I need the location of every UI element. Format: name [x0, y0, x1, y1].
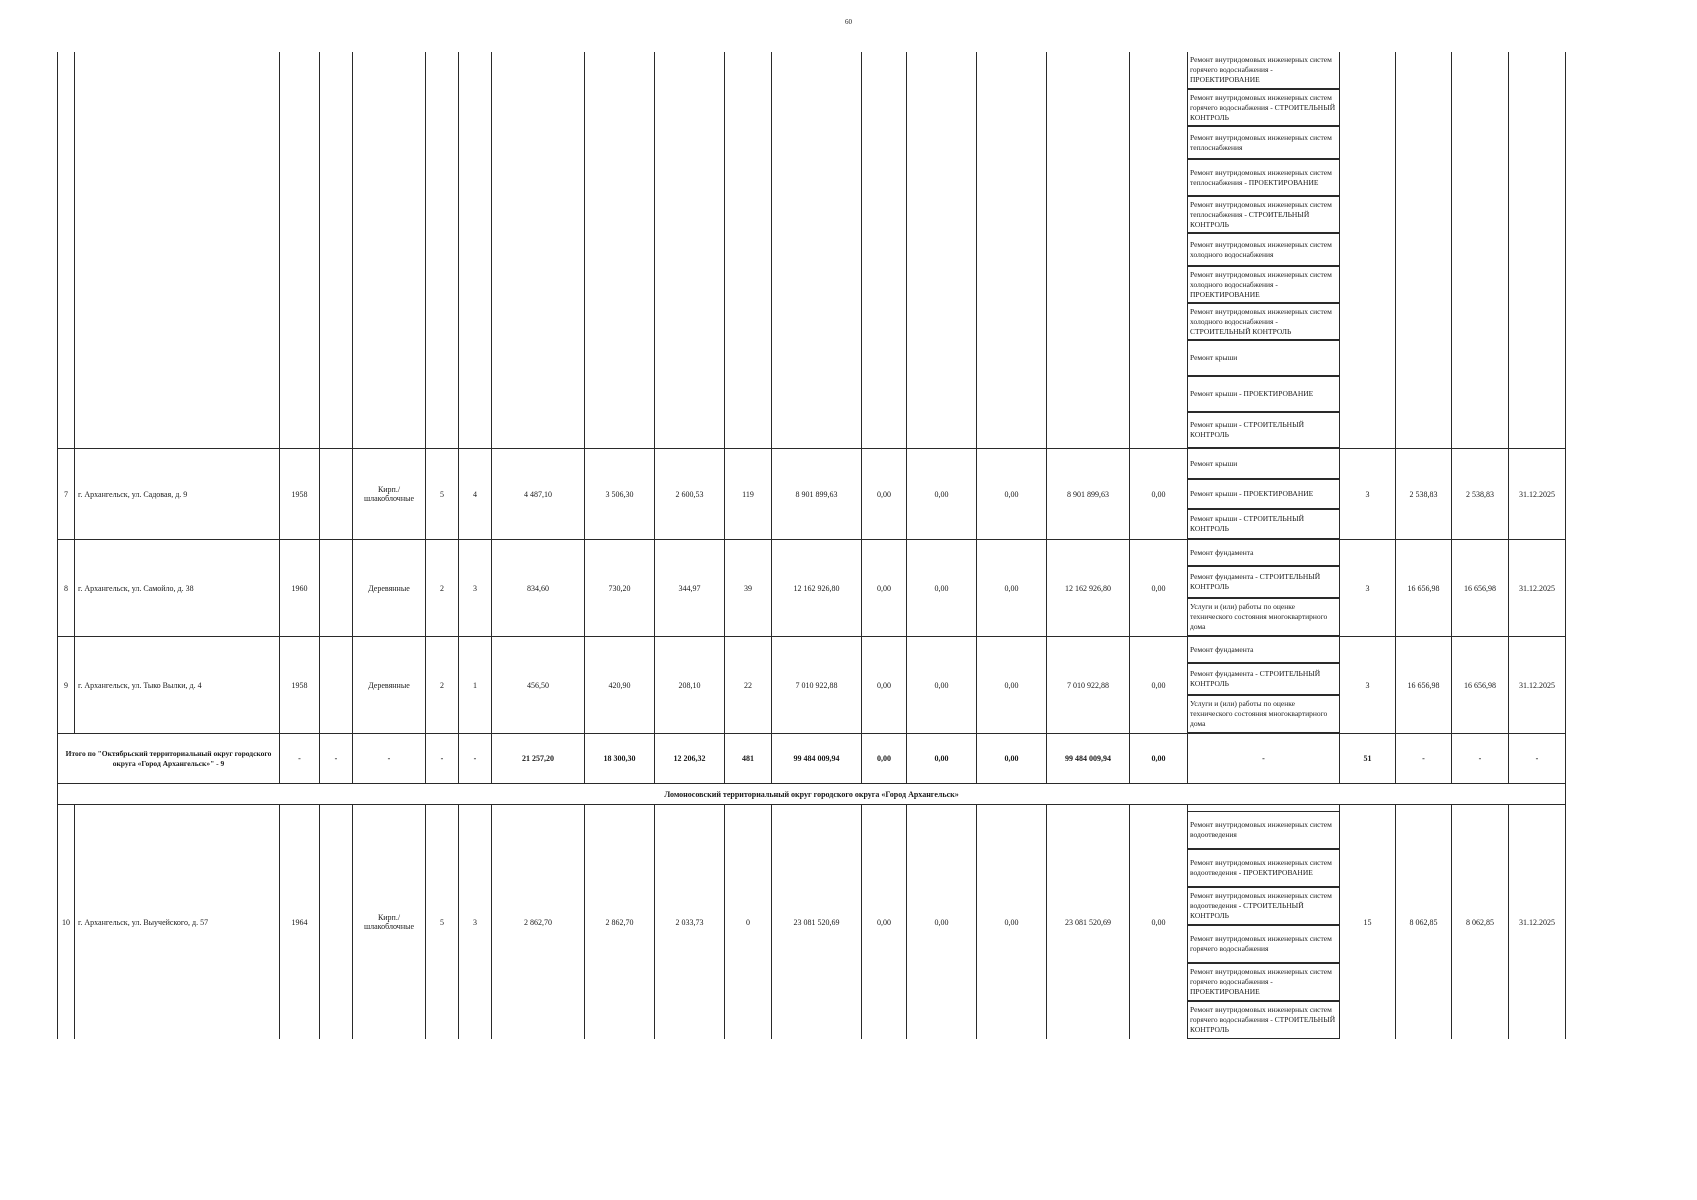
- work-item: Ремонт крыши - СТРОИТЕЛЬНЫЙ КОНТРОЛЬ: [1188, 412, 1339, 448]
- max-price: 16 656,98: [1452, 540, 1509, 637]
- total-cost: 99 484 009,94: [772, 734, 862, 784]
- capital-repair-table: [57, 52, 1566, 1039]
- wall-material: Кирп./ шлакоблочные: [353, 449, 426, 540]
- entrances: 3: [459, 805, 492, 1040]
- continued-row: [58, 52, 1566, 449]
- work-item: Ремонт фундамента - СТРОИТЕЛЬНЫЙ КОНТРОЛЬ: [1188, 566, 1339, 598]
- deadline: 31.12.2025: [1509, 805, 1566, 1040]
- work-item: Ремонт крыши: [1188, 340, 1339, 376]
- dash: -: [1452, 734, 1509, 784]
- dash: -: [1509, 734, 1566, 784]
- address: г. Архангельск, ул. Выучейского, д. 57: [75, 805, 280, 1040]
- deadline: 31.12.2025: [1509, 449, 1566, 540]
- dash: -: [1188, 734, 1340, 784]
- residents: 39: [725, 540, 772, 637]
- work-item: Ремонт крыши - СТРОИТЕЛЬНЫЙ КОНТРОЛЬ: [1188, 509, 1339, 539]
- cost-region: 0,00: [907, 449, 977, 540]
- build-year: 1960: [280, 540, 320, 637]
- work-item: Ремонт внутридомовых инженерных систем теплоснабжения - СТРОИТЕЛЬНЫЙ КОНТРОЛЬ: [1188, 196, 1339, 233]
- unit-price: 16 656,98: [1396, 637, 1452, 734]
- table-row: [58, 449, 1566, 540]
- area-living: 3 506,30: [585, 449, 655, 540]
- floors: 5: [426, 449, 459, 540]
- cost-owners: 12 162 926,80: [1047, 540, 1130, 637]
- section-row: [58, 784, 1566, 805]
- total-area-total: 21 257,20: [492, 734, 585, 784]
- area-living: 730,20: [585, 540, 655, 637]
- cost-total: 7 010 922,88: [772, 637, 862, 734]
- works-list: [1188, 805, 1340, 1040]
- work-code: 15: [1340, 805, 1396, 1040]
- cost-other: 0,00: [1130, 449, 1188, 540]
- address: г. Архангельск, ул. Садовая, д. 9: [75, 449, 280, 540]
- area-residential: 2 600,53: [655, 449, 725, 540]
- section-title: Ломоносовский территориальный округ городского округа «Город Архангельск»: [58, 784, 1566, 805]
- works-list: [1188, 637, 1340, 734]
- floors: 2: [426, 540, 459, 637]
- work-item: Ремонт внутридомовых инженерных систем теплоснабжения: [1188, 126, 1339, 159]
- address: г. Архангельск, ул. Тыко Вылки, д. 4: [75, 637, 280, 734]
- row-number: 8: [58, 540, 75, 637]
- work-item: Ремонт внутридомовых инженерных систем водоотведения: [1188, 811, 1339, 849]
- cost-fund: 0,00: [862, 805, 907, 1040]
- deadline: 31.12.2025: [1509, 540, 1566, 637]
- row-number: 9: [58, 637, 75, 734]
- unit-price: 16 656,98: [1396, 540, 1452, 637]
- residents: 0: [725, 805, 772, 1040]
- cost-other: 0,00: [1130, 637, 1188, 734]
- total-cost-local: 0,00: [977, 734, 1047, 784]
- cost-other: 0,00: [1130, 805, 1188, 1040]
- cost-owners: 8 901 899,63: [1047, 449, 1130, 540]
- work-item: Ремонт фундамента - СТРОИТЕЛЬНЫЙ КОНТРОЛЬ: [1188, 663, 1339, 695]
- unit-price: 8 062,85: [1396, 805, 1452, 1040]
- row-number: 10: [58, 805, 75, 1040]
- cost-total: 8 901 899,63: [772, 449, 862, 540]
- dash: -: [280, 734, 320, 784]
- total-cost-region: 0,00: [907, 734, 977, 784]
- table-row: [58, 805, 1566, 1040]
- works-list: [1188, 449, 1340, 540]
- work-item: Услуги и (или) работы по оценке технического состояния многоквартирного дома: [1188, 695, 1339, 733]
- unit-price: 2 538,83: [1396, 449, 1452, 540]
- work-item: Ремонт фундамента: [1188, 540, 1339, 566]
- residents: 119: [725, 449, 772, 540]
- works-list: [1188, 540, 1340, 637]
- area-living: 2 862,70: [585, 805, 655, 1040]
- entrances: 3: [459, 540, 492, 637]
- overhaul-year: [320, 637, 353, 734]
- area-residential: 208,10: [655, 637, 725, 734]
- floors: 5: [426, 805, 459, 1040]
- cost-fund: 0,00: [862, 540, 907, 637]
- cost-other: 0,00: [1130, 540, 1188, 637]
- dash: -: [1396, 734, 1452, 784]
- overhaul-year: [320, 449, 353, 540]
- build-year: 1958: [280, 637, 320, 734]
- area-residential: 344,97: [655, 540, 725, 637]
- area-total: 2 862,70: [492, 805, 585, 1040]
- area-living: 420,90: [585, 637, 655, 734]
- work-item: Ремонт крыши - ПРОЕКТИРОВАНИЕ: [1188, 479, 1339, 509]
- total-cost-fund: 0,00: [862, 734, 907, 784]
- cost-fund: 0,00: [862, 637, 907, 734]
- work-item: Ремонт фундамента: [1188, 637, 1339, 663]
- build-year: 1958: [280, 449, 320, 540]
- work-item: Ремонт внутридомовых инженерных систем горячего водоснабжения - СТРОИТЕЛЬНЫЙ КОНТРОЛЬ: [1188, 89, 1339, 126]
- cost-local: 0,00: [977, 540, 1047, 637]
- wall-material: Кирп./ шлакоблочные: [353, 805, 426, 1040]
- row-number: 7: [58, 449, 75, 540]
- wall-material: Деревянные: [353, 540, 426, 637]
- work-item: Ремонт крыши: [1188, 449, 1339, 479]
- total-cost-other: 0,00: [1130, 734, 1188, 784]
- area-total: 4 487,10: [492, 449, 585, 540]
- area-total: 456,50: [492, 637, 585, 734]
- cost-total: 23 081 520,69: [772, 805, 862, 1040]
- cost-owners: 23 081 520,69: [1047, 805, 1130, 1040]
- floors: 2: [426, 637, 459, 734]
- work-code: 3: [1340, 540, 1396, 637]
- build-year: 1964: [280, 805, 320, 1040]
- work-item: Ремонт внутридомовых инженерных систем холодного водоснабжения - ПРОЕКТИРОВАНИЕ: [1188, 266, 1339, 303]
- residents: 22: [725, 637, 772, 734]
- work-item: Ремонт внутридомовых инженерных систем холодного водоснабжения: [1188, 233, 1339, 266]
- dash: -: [459, 734, 492, 784]
- cost-local: 0,00: [977, 805, 1047, 1040]
- entrances: 4: [459, 449, 492, 540]
- total-label: Итого по "Октябрьский территориальный округ городского округа «Город Архангельск»" - 9: [58, 734, 280, 784]
- table-row: [58, 540, 1566, 637]
- total-row: [58, 734, 1566, 784]
- total-area-living: 18 300,30: [585, 734, 655, 784]
- max-price: 16 656,98: [1452, 637, 1509, 734]
- total-residents: 481: [725, 734, 772, 784]
- wall-material: Деревянные: [353, 637, 426, 734]
- dash: -: [353, 734, 426, 784]
- area-residential: 2 033,73: [655, 805, 725, 1040]
- area-total: 834,60: [492, 540, 585, 637]
- work-item: Ремонт внутридомовых инженерных систем горячего водоснабжения - ПРОЕКТИРОВАНИЕ: [1188, 963, 1339, 1001]
- cost-owners: 7 010 922,88: [1047, 637, 1130, 734]
- work-item: Ремонт внутридомовых инженерных систем холодного водоснабжения - СТРОИТЕЛЬНЫЙ КОНТРОЛЬ: [1188, 303, 1339, 340]
- deadline: 31.12.2025: [1509, 637, 1566, 734]
- max-price: 2 538,83: [1452, 449, 1509, 540]
- entrances: 1: [459, 637, 492, 734]
- total-area-residential: 12 206,32: [655, 734, 725, 784]
- work-item: Ремонт внутридомовых инженерных систем горячего водоснабжения - ПРОЕКТИРОВАНИЕ: [1188, 52, 1339, 89]
- overhaul-year: [320, 540, 353, 637]
- cost-region: 0,00: [907, 805, 977, 1040]
- work-code: 3: [1340, 637, 1396, 734]
- cost-region: 0,00: [907, 637, 977, 734]
- cost-fund: 0,00: [862, 449, 907, 540]
- work-item: Ремонт внутридомовых инженерных систем водоотведения - СТРОИТЕЛЬНЫЙ КОНТРОЛЬ: [1188, 887, 1339, 925]
- work-item: Ремонт внутридомовых инженерных систем водоотведения - ПРОЕКТИРОВАНИЕ: [1188, 849, 1339, 887]
- work-item: Ремонт крыши - ПРОЕКТИРОВАНИЕ: [1188, 376, 1339, 412]
- page-number: 60: [845, 18, 852, 26]
- cost-local: 0,00: [977, 449, 1047, 540]
- work-code: 3: [1340, 449, 1396, 540]
- works-list: [1188, 52, 1340, 449]
- work-item: Услуги и (или) работы по оценке технического состояния многоквартирного дома: [1188, 598, 1339, 636]
- dash: -: [320, 734, 353, 784]
- total-code: 51: [1340, 734, 1396, 784]
- work-item: Ремонт внутридомовых инженерных систем горячего водоснабжения: [1188, 925, 1339, 963]
- max-price: 8 062,85: [1452, 805, 1509, 1040]
- cost-region: 0,00: [907, 540, 977, 637]
- address: г. Архангельск, ул. Самойло, д. 38: [75, 540, 280, 637]
- dash: -: [426, 734, 459, 784]
- cost-total: 12 162 926,80: [772, 540, 862, 637]
- cost-local: 0,00: [977, 637, 1047, 734]
- work-item: Ремонт внутридомовых инженерных систем теплоснабжения - ПРОЕКТИРОВАНИЕ: [1188, 159, 1339, 196]
- total-cost-owners: 99 484 009,94: [1047, 734, 1130, 784]
- work-item: Ремонт внутридомовых инженерных систем горячего водоснабжения - СТРОИТЕЛЬНЫЙ КОНТРОЛЬ: [1188, 1001, 1339, 1039]
- table-row: [58, 637, 1566, 734]
